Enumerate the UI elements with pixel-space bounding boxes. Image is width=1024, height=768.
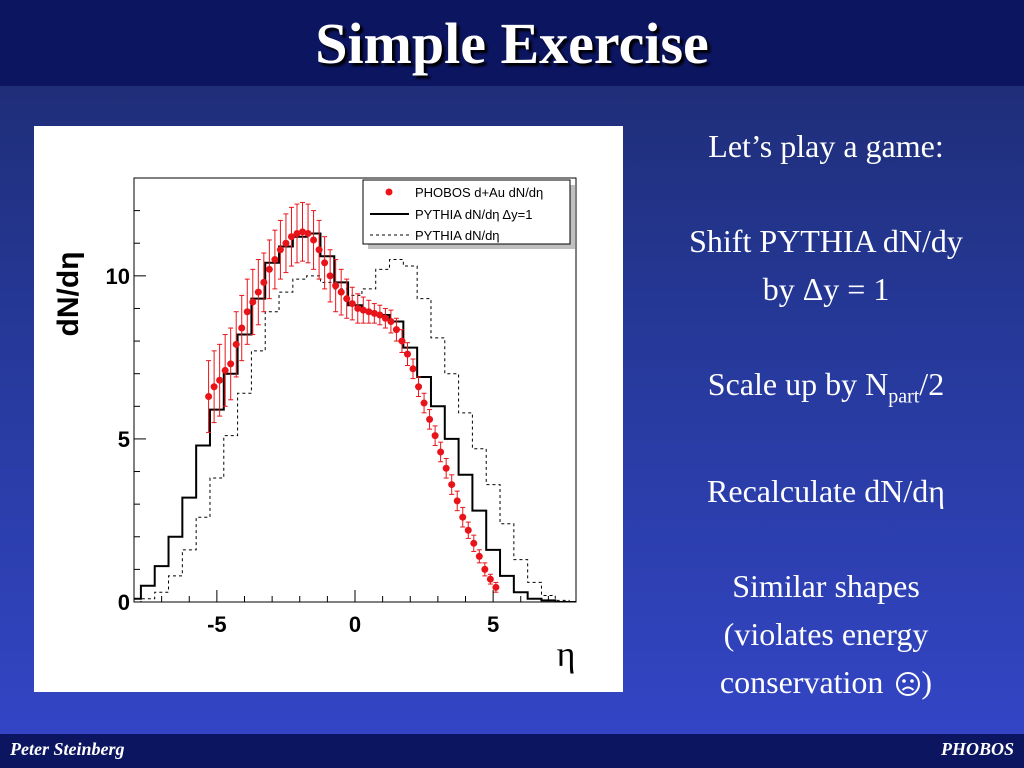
- legend-marker-phobos: [386, 189, 393, 196]
- bullet-scale-subscript: part: [888, 385, 920, 408]
- data-point: [310, 236, 317, 243]
- data-point: [233, 341, 240, 348]
- bullet-list: [640, 122, 1012, 753]
- series-line-1: [127, 233, 583, 602]
- data-point: [271, 256, 278, 263]
- bullet-scale: [640, 360, 1012, 420]
- sad-face-icon: [895, 671, 921, 697]
- data-point: [211, 383, 218, 390]
- data-point: [316, 246, 323, 253]
- x-tick-label: -5: [207, 612, 227, 637]
- y-tick-label: 0: [117, 590, 130, 615]
- plot-panel: [34, 126, 623, 692]
- data-point: [459, 514, 466, 521]
- bullet-recalculate-text: Recalculate dN/dη: [707, 473, 945, 510]
- data-point: [393, 326, 400, 333]
- x-tick-label: 0: [348, 612, 362, 637]
- bullet-similar-line1: Similar shapes: [732, 568, 920, 605]
- footer-collaboration: PHOBOS: [940, 739, 1014, 759]
- bullet-play-game: [640, 122, 1012, 170]
- x-axis-label: η: [556, 634, 576, 674]
- bullet-scale-suffix: /2: [919, 366, 945, 402]
- data-point: [487, 576, 494, 583]
- data-point: [216, 377, 223, 384]
- data-point: [255, 289, 262, 296]
- bullet-shift: [640, 217, 1012, 313]
- data-point: [398, 338, 405, 345]
- data-point: [465, 527, 472, 534]
- data-point: [410, 365, 417, 372]
- data-point: [421, 400, 428, 407]
- bullet-recalculate: [640, 467, 1012, 515]
- series-line-2: [127, 260, 583, 602]
- data-point: [437, 448, 444, 455]
- data-point: [454, 497, 461, 504]
- bullet-play-game-text: Let’s play a game:: [708, 128, 944, 164]
- data-point: [321, 259, 328, 266]
- data-point: [305, 230, 312, 237]
- data-point: [443, 465, 450, 472]
- legend-label-pythia-shifted: PYTHIA dN/dη Δy=1: [415, 207, 533, 222]
- bullet-scale-prefix: Scale up by N: [707, 366, 889, 402]
- data-point: [238, 325, 245, 332]
- data-point: [448, 481, 455, 488]
- y-tick-label: 5: [117, 426, 130, 452]
- y-tick-label: 10: [105, 263, 130, 289]
- footer-author: Peter Steinberg: [10, 739, 125, 759]
- data-point: [277, 246, 284, 253]
- bullet-shift-line1: Shift PYTHIA dN/dy: [689, 223, 963, 259]
- data-point: [338, 289, 345, 296]
- data-point: [415, 383, 422, 390]
- title-bar: [0, 0, 1024, 86]
- data-point: [349, 300, 356, 307]
- data-point: [481, 566, 488, 573]
- bullet-shift-line2: by Δy = 1: [762, 271, 890, 307]
- data-point: [426, 416, 433, 423]
- y-axis-label: dN/dη: [52, 251, 85, 337]
- data-point: [244, 308, 251, 315]
- bullet-similar-line2: (violates energy: [723, 616, 929, 653]
- data-point: [387, 318, 394, 325]
- data-point: [476, 553, 483, 560]
- data-point: [432, 432, 439, 439]
- legend-label-phobos: PHOBOS d+Au dN/dη: [415, 185, 544, 200]
- data-point: [470, 540, 477, 547]
- legend: [363, 180, 575, 249]
- data-point: [492, 584, 499, 591]
- legend-label-pythia: PYTHIA dN/dη: [415, 228, 500, 243]
- data-point: [260, 279, 267, 286]
- data-point: [249, 298, 256, 305]
- data-point: [343, 295, 350, 302]
- bullet-similar-line3: conservation: [719, 664, 892, 701]
- chart-svg: [34, 126, 623, 692]
- footer-bar: [0, 734, 1024, 768]
- data-point: [404, 351, 411, 358]
- x-tick-label: 5: [487, 612, 500, 637]
- slide-title: Simple Exercise: [315, 10, 709, 76]
- data-point: [327, 272, 334, 279]
- data-point: [266, 266, 273, 273]
- data-point: [332, 282, 339, 289]
- bullet-similar: [640, 562, 1012, 706]
- data-point: [282, 240, 289, 247]
- bullet-similar-close: ): [921, 664, 933, 701]
- data-point: [205, 393, 212, 400]
- data-point: [227, 360, 234, 367]
- data-point: [222, 367, 229, 374]
